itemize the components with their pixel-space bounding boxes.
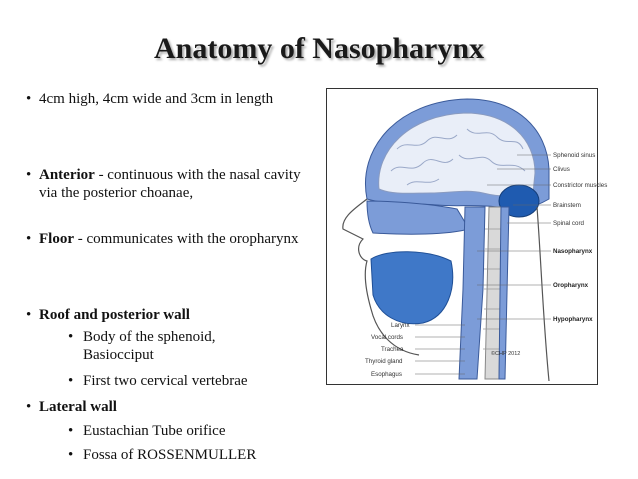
label-oropharynx: Oropharynx (553, 282, 589, 289)
bullet-dot: • (26, 399, 32, 415)
figure-watermark: ©CHP 2012 (491, 351, 521, 357)
bullet-heading: Anterior (39, 167, 95, 183)
bullet-dot: • (26, 307, 32, 323)
bullet-lateral (26, 398, 316, 416)
anatomy-figure (326, 88, 608, 385)
oral-cavity (371, 252, 453, 324)
label-trachea: Trachea (381, 346, 404, 353)
label-clivus: Clivus (553, 166, 570, 173)
bullet-text: Eustachian Tube orifice (83, 423, 226, 439)
label-thyroid-gland: Thyroid gland (365, 358, 403, 365)
bullet-dot: • (68, 423, 74, 439)
label-sphenoid-sinus: Sphenoid sinus (553, 152, 596, 159)
bullet-dot: • (26, 167, 32, 183)
bullet-floor (26, 230, 316, 248)
bullet-text: 4cm high, 4cm wide and 3cm in length (39, 91, 274, 107)
bullet-dot: • (26, 91, 32, 107)
label-hypopharynx: Hypopharynx (553, 316, 593, 323)
bullet-heading: Lateral wall (39, 399, 117, 415)
bullet-dot: • (68, 447, 74, 463)
bullet-roof (26, 306, 316, 324)
sub-bullet-rossenmuller (68, 446, 318, 464)
bullet-heading: Roof and posterior wall (39, 307, 190, 323)
bullet-text: Body of the sphenoid, Basiocciput (83, 329, 216, 363)
sub-bullet-sphenoid (68, 328, 318, 364)
bullet-anterior (26, 166, 316, 202)
leader-lines-left (415, 325, 465, 374)
bullet-dot: • (68, 329, 74, 345)
bullet-text: - continuous with the nasal cavity via the posterior choanae, (39, 167, 301, 201)
bullet-text: First two cervical vertebrae (83, 373, 248, 389)
label-esophagus: Esophagus (371, 371, 402, 378)
bullet-size (26, 90, 316, 108)
label-constrictor-muscles: Constrictor muscles (553, 182, 608, 189)
label-nasopharynx: Nasopharynx (553, 248, 593, 255)
label-vocal-cords: Vocal cords (371, 334, 403, 341)
bullet-dot: • (26, 231, 32, 247)
bullet-heading: Floor (39, 231, 74, 247)
sub-bullet-eustachian (68, 422, 318, 440)
label-spinal-cord: Spinal cord (553, 220, 584, 227)
neck-outline (537, 207, 549, 381)
sub-bullet-vertebrae (68, 372, 318, 390)
bullet-dot: • (68, 373, 74, 389)
sagittal-head-illustration (327, 89, 608, 384)
slide-title: Anatomy of Nasopharynx (153, 32, 485, 65)
bullet-text: Fossa of ROSSENMULLER (83, 447, 257, 463)
bullet-text: - communicates with the oropharynx (74, 231, 299, 247)
label-larynx: Larynx (391, 322, 410, 329)
label-brainstem: Brainstem (553, 202, 581, 209)
pharynx (459, 207, 485, 379)
